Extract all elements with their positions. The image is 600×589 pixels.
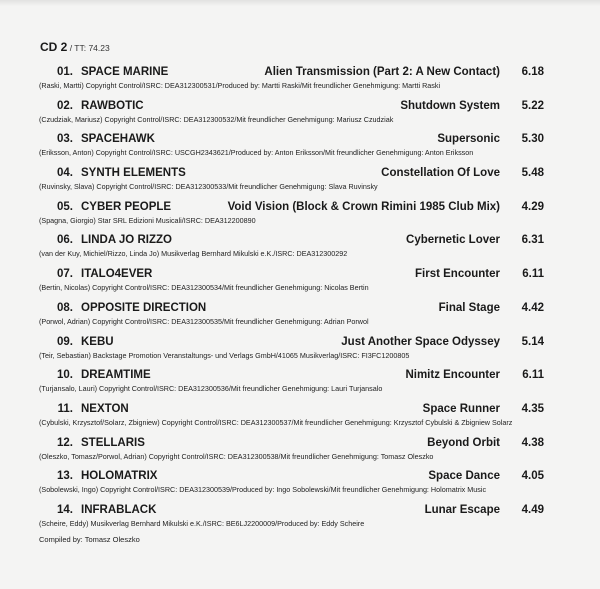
track-row <box>38 334 544 351</box>
track-number: 14. <box>57 503 73 516</box>
track-artist: SPACE MARINE <box>81 66 169 78</box>
track-duration: 5.22 <box>521 99 544 112</box>
track-entry <box>38 232 544 266</box>
track-credit: (Scheire, Eddy) Musikverlag Bernhard Mikulski e.K./ISRC: BE6LJ2200009/Produced by: Eddy Scheire <box>39 518 365 528</box>
track-title: Space Runner <box>422 402 500 415</box>
track-credit: (Teir, Sebastian) Backstage Promotion Veranstaltungs- und Verlags GmbH/41065 Musikverlag/ISRC: FI3FC1200805 <box>39 350 410 360</box>
track-row <box>38 64 544 81</box>
cd-header <box>40 40 110 54</box>
track-credit: (Czudziak, Mariusz) Copyright Control/ISRC: DEA312300532/Mit freundlicher Genehmigung: Mariusz Czudziak <box>39 114 394 124</box>
track-credit: (Porwol, Adrian) Copyright Control/ISRC: DEA312300535/Mit freundlicher Genehmigung: Adrian Porwol <box>39 316 369 326</box>
track-entry <box>38 165 544 199</box>
track-title: Lunar Escape <box>424 503 500 516</box>
track-title: Just Another Space Odyssey <box>341 335 500 348</box>
track-row <box>38 435 544 452</box>
track-title: First Encounter <box>415 268 500 281</box>
track-entry <box>38 468 544 502</box>
track-credit: (Ruvinsky, Slava) Copyright Control/ISRC: DEA312300533/Mit freundlicher Genehmigung: Slava Ruvinsky <box>39 182 378 192</box>
track-entry <box>38 334 544 368</box>
track-entry <box>38 300 544 334</box>
booklet-fold <box>0 0 600 6</box>
track-row <box>38 300 544 317</box>
track-number: 04. <box>57 167 73 180</box>
track-number: 06. <box>57 234 73 247</box>
track-row <box>38 367 544 384</box>
track-number: 11. <box>57 402 73 415</box>
track-artist: STELLARIS <box>81 436 145 449</box>
track-title: Beyond Orbit <box>427 436 500 449</box>
track-number: 08. <box>57 301 73 314</box>
track-artist: ITALO4EVER <box>81 268 153 281</box>
track-number: 09. <box>57 335 73 348</box>
track-title: Void Vision (Block & Crown Rimini 1985 Club Mix) <box>227 200 500 213</box>
track-artist: SPACEHAWK <box>81 133 155 146</box>
track-row <box>38 266 544 283</box>
track-duration: 4.42 <box>521 301 544 314</box>
track-artist: OPPOSITE DIRECTION <box>81 301 207 314</box>
track-duration: 5.48 <box>521 167 544 180</box>
compiled-by: Compiled by: Tomasz Oleszko <box>39 535 140 544</box>
track-title: Supersonic <box>437 133 500 146</box>
track-duration: 4.29 <box>521 200 544 213</box>
track-row <box>38 232 544 249</box>
track-duration: 4.49 <box>521 503 544 516</box>
track-row <box>38 131 544 148</box>
track-row <box>38 98 544 115</box>
track-title: Nimitz Encounter <box>405 369 500 382</box>
track-duration: 6.18 <box>521 66 544 78</box>
track-number: 12. <box>57 436 73 449</box>
track-credit: (Spagna, Giorgio) Star SRL Edizioni Musicali/ISRC: DEA312200890 <box>39 215 256 225</box>
track-duration: 4.35 <box>521 402 544 415</box>
track-duration: 6.31 <box>521 234 544 247</box>
track-duration: 6.11 <box>522 268 544 281</box>
track-entry <box>38 64 544 98</box>
track-artist: NEXTON <box>81 402 129 415</box>
track-credit: (Sobolewski, Ingo) Copyright Control/ISRC: DEA312300539/Produced by: Ingo Sobolewski/Mit freundlicher Genehmigung: Holomatrix Music <box>39 485 487 495</box>
track-title: Final Stage <box>438 301 500 314</box>
track-duration: 4.38 <box>521 436 544 449</box>
track-title: Space Dance <box>428 470 500 483</box>
track-duration: 6.11 <box>522 369 544 382</box>
track-credit: (Turjansalo, Lauri) Copyright Control/ISRC: DEA312300536/Mit freundlicher Genehmigung: Lauri Turjansalo <box>39 384 383 394</box>
track-row <box>38 468 544 485</box>
track-credit: (Eriksson, Anton) Copyright Control/ISRC: USCGH2343621/Produced by: Anton Eriksson/Mit freundlicher Genehmigung: Anton Eriksson <box>39 148 474 158</box>
track-entry <box>38 502 544 536</box>
track-title: Cybernetic Lover <box>406 234 500 247</box>
track-entry <box>38 199 544 233</box>
track-duration: 5.30 <box>521 133 544 146</box>
track-artist: CYBER PEOPLE <box>81 200 172 213</box>
total-time: / TT: 74.23 <box>67 43 110 53</box>
track-entry <box>38 131 544 165</box>
track-number: 01. <box>57 66 73 78</box>
track-title: Alien Transmission (Part 2: A New Contact) <box>264 66 500 78</box>
track-artist: DREAMTIME <box>81 369 151 382</box>
track-title: Shutdown System <box>400 99 500 112</box>
track-entry <box>38 401 544 435</box>
cd-label: CD 2 <box>40 40 68 54</box>
track-entry <box>38 266 544 300</box>
track-number: 07. <box>57 268 73 281</box>
track-artist: LINDA JO RIZZO <box>81 234 172 247</box>
track-artist: SYNTH ELEMENTS <box>81 167 186 180</box>
track-row <box>38 502 544 519</box>
track-artist: INFRABLACK <box>81 503 157 516</box>
track-entry <box>38 367 544 401</box>
track-entry <box>38 435 544 469</box>
track-row <box>38 165 544 182</box>
track-credit: (Bertin, Nicolas) Copyright Control/ISRC: DEA312300534/Mit freundlicher Genehmigung: Nicolas Bertin <box>39 283 369 293</box>
track-entry <box>38 98 544 132</box>
track-number: 02. <box>57 99 73 112</box>
track-credit: (Oleszko, Tomasz/Porwol, Adrian) Copyright Control/ISRC: DEA312300538/Mit freundlicher Genehmigung: Tomasz Oleszko <box>39 451 434 461</box>
track-duration: 4.05 <box>521 470 544 483</box>
track-artist: HOLOMATRIX <box>81 470 158 483</box>
track-number: 10. <box>57 369 73 382</box>
track-duration: 5.14 <box>521 335 544 348</box>
track-number: 03. <box>57 133 73 146</box>
track-credit: (Raski, Martti) Copyright Control/ISRC: DEA312300531/Produced by: Martti Raski/Mit freundlicher Genehmigung: Martti Raski <box>39 81 441 90</box>
track-artist: KEBU <box>81 335 114 348</box>
track-title: Constellation Of Love <box>381 167 500 180</box>
track-row <box>38 199 544 216</box>
track-number: 05. <box>57 200 73 213</box>
track-credit: (van der Kuy, Michiel/Rizzo, Linda Jo) Musikverlag Bernhard Mikulski e.K./ISRC: DEA312300292 <box>39 249 348 259</box>
track-credit: (Cybulski, Krzysztof/Solarz, Zbigniew) Copyright Control/ISRC: DEA312300537/Mit freundlicher Genehmigung: Krzysztof Cybulski & Zbigniew Solarz <box>39 417 513 427</box>
track-row <box>38 401 544 418</box>
track-number: 13. <box>57 470 73 483</box>
tracklist <box>38 64 544 536</box>
track-artist: RAWBOTIC <box>81 99 144 112</box>
